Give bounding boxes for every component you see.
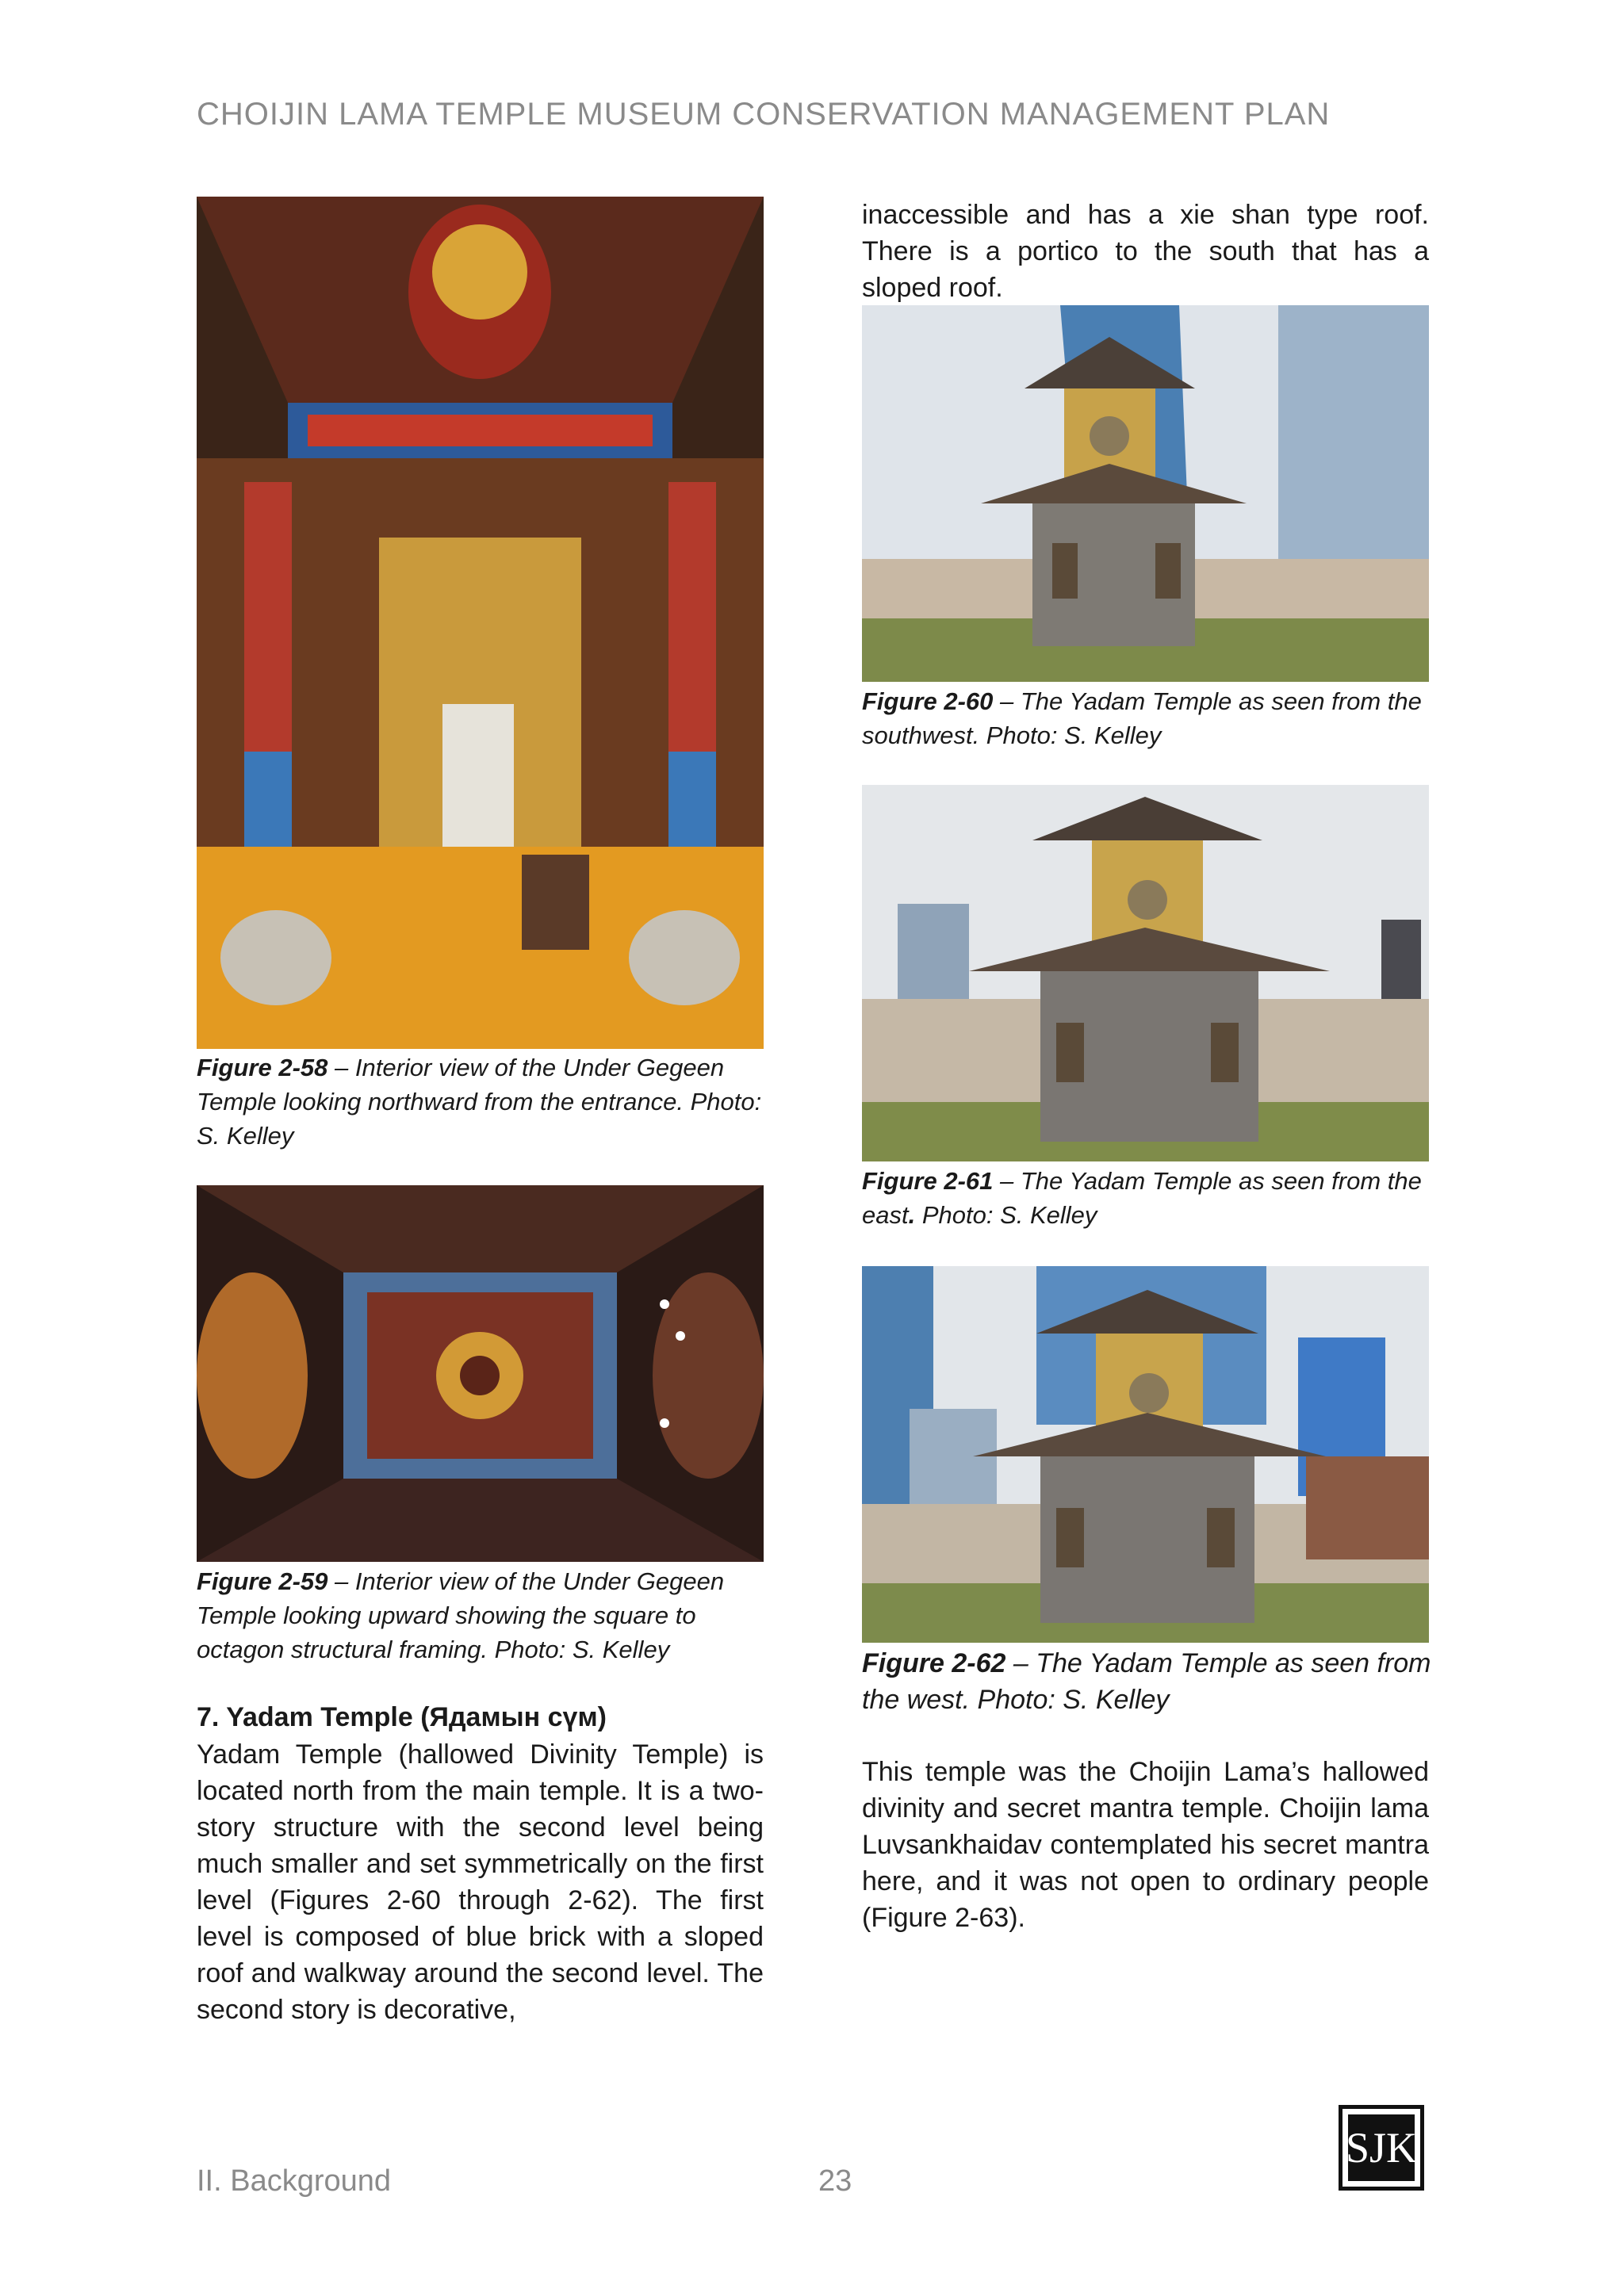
figure-label: Figure 2-62 [862,1648,1006,1678]
figure-2-61-caption [862,1164,1449,1232]
section-heading: 7. Yadam Temple (Ядамын сүм) [197,1702,607,1732]
figure-label: Figure 2-60 [862,687,994,715]
figure-2-59-photo [197,1185,764,1562]
figure-label: Figure 2-58 [197,1054,328,1081]
figure-label: Figure 2-61 [862,1167,994,1195]
sjk-logo [1339,2105,1424,2191]
footer-section: II. Background [197,2164,392,2198]
figure-2-60-caption [862,684,1449,752]
figure-label: Figure 2-59 [197,1567,328,1595]
figure-caption-credit: Photo: S. Kelley [915,1201,1097,1229]
figure-2-59-caption [197,1564,783,1667]
figure-2-62-caption [862,1645,1449,1718]
sjk-logo-text: SJK [1348,2114,1415,2181]
section-body-right: This temple was the Choijin Lama’s hallowed divinity and secret mantra temple. Choijin lama Luvsankhaidav contemplated his secret mantra here, and it was not open to ordinary people (Figure 2-63). [862,1757,1429,1933]
figure-caption-text: – The Yadam Temple as seen from the east [862,1167,1422,1229]
figure-2-58-caption [197,1050,783,1153]
figure-caption-text: – Interior view of the Under Gegeen Temple looking upward showing the square to octagon structural framing. Photo: S. Kelley [197,1567,725,1663]
figure-2-62-photo [862,1266,1429,1643]
figure-2-58-photo [197,197,764,1049]
figure-caption-text: – The Yadam Temple as seen from the west. Photo: S. Kelley [862,1648,1431,1715]
figure-2-60-photo [862,305,1429,682]
figure-caption-text: – The Yadam Temple as seen from the southwest. Photo: S. Kelley [862,687,1422,749]
figure-caption-text: – Interior view of the Under Gegeen Temple looking northward from the entrance. Photo: S. Kelley [197,1054,762,1150]
section-body-left: Yadam Temple (hallowed Divinity Temple) is located north from the main temple. It is a two-story structure with the second level being much smaller and set symmetrically on the first level (Figures 2-60 through 2-62). The first level is composed of blue brick with a sloped roof and walkway around the second level. The second story is decorative, [197,1739,764,2025]
figure-caption-period: . [908,1201,916,1229]
section-body-right-top: inaccessible and has a xie shan type roof. There is a portico to the south that has a sloped roof. [862,200,1429,303]
document-header: CHOIJIN LAMA TEMPLE MUSEUM CONSERVATION MANAGEMENT PLAN [197,97,1331,132]
figure-2-61-photo [862,785,1429,1161]
page-number: 23 [818,2164,852,2198]
